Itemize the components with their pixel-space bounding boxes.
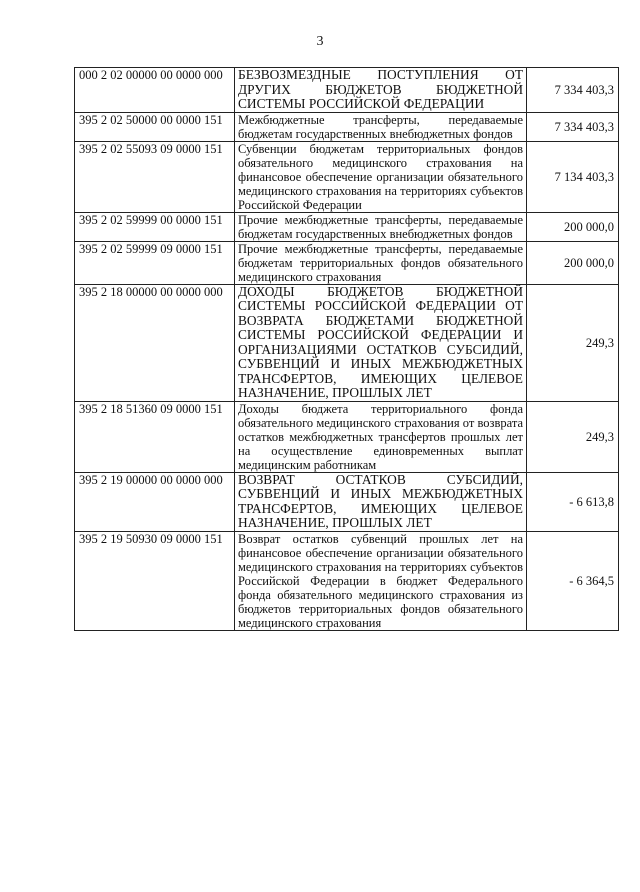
classification-code: 395 2 18 51360 09 0000 151 (75, 401, 235, 472)
amount: 249,3 (527, 284, 619, 401)
amount: 249,3 (527, 401, 619, 472)
classification-code: 395 2 02 59999 09 0000 151 (75, 241, 235, 284)
table-row (75, 472, 619, 531)
revenue-name: БЕЗВОЗМЕЗДНЫЕ ПОСТУПЛЕНИЯ ОТ ДРУГИХ БЮДЖЕТОВ БЮДЖЕТНОЙ СИСТЕМЫ РОССИЙСКОЙ ФЕДЕРАЦИИ (235, 68, 527, 113)
page-number: 3 (316, 34, 324, 49)
amount: 7 134 403,3 (527, 141, 619, 212)
amount: 7 334 403,3 (527, 112, 619, 141)
revenue-name: Прочие межбюджетные трансферты, передаваемые бюджетам территориальных фондов обязательного медицинского страхования (235, 241, 527, 284)
amount: 200 000,0 (527, 212, 619, 241)
table-row (75, 141, 619, 212)
table-row (75, 212, 619, 241)
classification-code: 395 2 18 00000 00 0000 000 (75, 284, 235, 401)
classification-code: 395 2 02 55093 09 0000 151 (75, 141, 235, 212)
amount: 200 000,0 (527, 241, 619, 284)
classification-code: 395 2 19 00000 00 0000 000 (75, 472, 235, 531)
revenue-name: Возврат остатков субвенций прошлых лет на финансовое обеспечение организации обязательного медицинского страхования на территориях субъектов Российской Федерации в бюджет Федерального фонда обязательного медицинского страхования из бюджетов территориальных фондов обязательного медицинского страхования (235, 531, 527, 630)
classification-code: 395 2 19 50930 09 0000 151 (75, 531, 235, 630)
revenue-name: ДОХОДЫ БЮДЖЕТОВ БЮДЖЕТНОЙ СИСТЕМЫ РОССИЙСКОЙ ФЕДЕРАЦИИ ОТ ВОЗВРАТА БЮДЖЕТАМИ БЮДЖЕТНОЙ СИСТЕМЫ РОССИЙСКОЙ ФЕДЕРАЦИИ И ОРГАНИЗАЦИЯМИ ОСТАТКОВ СУБСИДИЙ, СУБВЕНЦИЙ И ИНЫХ МЕЖБЮДЖЕТНЫХ ТРАНСФЕРТОВ, ИМЕЮЩИХ ЦЕЛЕВОЕ НАЗНАЧЕНИЕ, ПРОШЛЫХ ЛЕТ (235, 284, 527, 401)
classification-code: 000 2 02 00000 00 0000 000 (75, 68, 235, 113)
table-row (75, 112, 619, 141)
revenue-name: Доходы бюджета территориального фонда обязательного медицинского страхования от возврата остатков межбюджетных трансфертов прошлых лет на осуществление единовременных выплат медицинским работникам (235, 401, 527, 472)
revenue-name: ВОЗВРАТ ОСТАТКОВ СУБСИДИЙ, СУБВЕНЦИЙ И ИНЫХ МЕЖБЮДЖЕТНЫХ ТРАНСФЕРТОВ, ИМЕЮЩИХ ЦЕЛЕВОЕ НАЗНАЧЕНИЕ, ПРОШЛЫХ ЛЕТ (235, 472, 527, 531)
table-row (75, 531, 619, 630)
table-row (75, 284, 619, 401)
amount: - 6 613,8 (527, 472, 619, 531)
classification-code: 395 2 02 59999 00 0000 151 (75, 212, 235, 241)
revenue-name: Субвенции бюджетам территориальных фондов обязательного медицинского страхования на финансовое обеспечение организации обязательного медицинского страхования на территориях субъектов Российской Федерации (235, 141, 527, 212)
classification-code: 395 2 02 50000 00 0000 151 (75, 112, 235, 141)
amount: 7 334 403,3 (527, 68, 619, 113)
table-row (75, 401, 619, 472)
revenue-name: Прочие межбюджетные трансферты, передаваемые бюджетам государственных внебюджетных фондов (235, 212, 527, 241)
table-row (75, 241, 619, 284)
budget-revenue-table (74, 67, 619, 631)
table-row (75, 68, 619, 113)
revenue-name: Межбюджетные трансферты, передаваемые бюджетам государственных внебюджетных фондов (235, 112, 527, 141)
amount: - 6 364,5 (527, 531, 619, 630)
